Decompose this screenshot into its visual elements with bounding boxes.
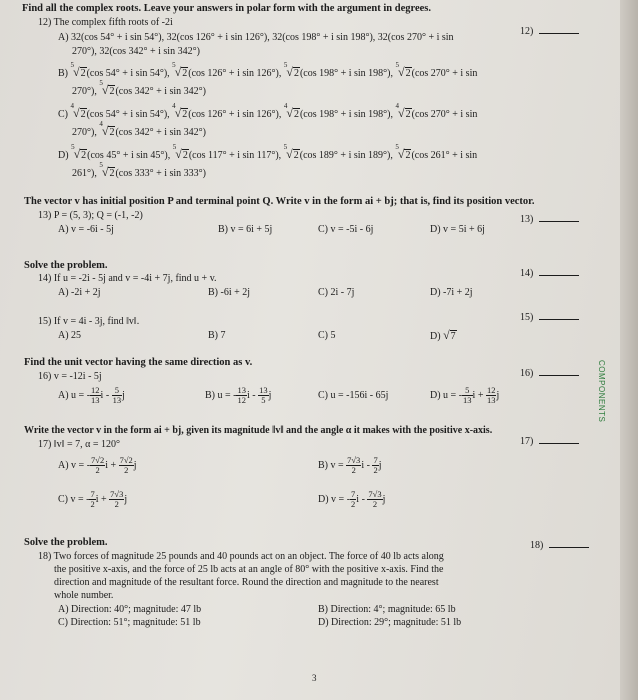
q13-option-b: B) v = 6i + 5j bbox=[218, 224, 273, 235]
radical: $^5$√2 bbox=[70, 61, 86, 79]
q16-option-b: B) u = - $\frac{13}{12}$ i - $\frac{13}{5}$ j bbox=[205, 385, 272, 405]
q13-answer-slot: 13) bbox=[520, 214, 579, 225]
q16-stem: 16) v = -12i - 5j bbox=[38, 371, 102, 382]
q13-option-d: D) v = 5i + 6j bbox=[430, 224, 485, 235]
q17-answer-slot: 17) bbox=[520, 436, 579, 447]
q18-stem-line3: direction and magnitude of the resultant force. Round the direction and magnitude to the nearest bbox=[54, 577, 439, 588]
q15-option-a: A) 25 bbox=[58, 330, 82, 341]
q13-stem: 13) P = (5, 3); Q = (-1, -2) bbox=[38, 210, 143, 221]
q12-option-d-line2: 261°), $^5$√2(cos 333° + i sin 333°) bbox=[72, 161, 207, 179]
q14-answer-slot: 14) bbox=[520, 268, 579, 279]
q15-stem: 15) If v = 4i - 3j, find ‖v‖. bbox=[38, 316, 140, 327]
q12-blank bbox=[539, 33, 579, 34]
q18-stem-line2: the positive x-axis, and the force of 25 lb acts at an angle of 80° with the positive x-axis. Find the bbox=[54, 564, 444, 575]
q12-option-d: D) $^5$√2(cos 45° + i sin 45°), $^5$√2(cos 117° + i sin 117°), $^5$√2(cos 189° + i sin 189°), $^5$√2(cos 261° + i sin bbox=[58, 143, 478, 161]
q12-answer-slot bbox=[520, 26, 579, 37]
q18-option-d: D) Direction: 29°; magnitude: 51 lb bbox=[318, 617, 462, 628]
q18-option-a: A) Direction: 40°; magnitude: 47 lb bbox=[58, 604, 202, 615]
solve-section-header-2: Solve the problem. bbox=[24, 537, 108, 548]
solve-section-header: Solve the problem. bbox=[24, 260, 108, 271]
q15-option-b: B) 7 bbox=[208, 330, 226, 341]
q12-option-b: B) $^5$√2(cos 54° + i sin 54°), $^5$√2(cos 126° + i sin 126°), $^5$√2(cos 198° + i sin 198°), $^5$√2(cos 270° + i sin bbox=[58, 61, 478, 79]
q13-option-c: C) v = -5i - 6j bbox=[318, 224, 374, 235]
q17-option-a: A) v = - $\frac{7√2}{2}$ i + $\frac{7√2}{2}$ j bbox=[58, 455, 137, 475]
q13-option-a: A) v = -6i - 5j bbox=[58, 224, 114, 235]
q12-option-c: C) $^4$√2(cos 54° + i sin 54°), $^4$√2(cos 126° + i sin 126°), $^4$√2(cos 198° + i sin 198°), $^4$√2(cos 270° + i sin bbox=[58, 102, 478, 120]
q15-option-c: C) 5 bbox=[318, 330, 336, 341]
q14-option-c: C) 2i - 7j bbox=[318, 287, 355, 298]
q17-stem: 17) ‖v‖ = 7, α = 120° bbox=[38, 439, 120, 450]
q15-option-d: D) √7 bbox=[430, 328, 456, 342]
q12-option-a-line2: 270°), 32(cos 342° + i sin 342°) bbox=[72, 46, 200, 57]
instructions-header: Find all the complex roots. Leave your answers in polar form with the argument in degrees. bbox=[22, 3, 431, 14]
q14-option-b: B) -6i + 2j bbox=[208, 287, 251, 298]
unit-vector-section-header: Find the unit vector having the same direction as v. bbox=[24, 357, 253, 368]
q14-option-a: A) -2i + 2j bbox=[58, 287, 101, 298]
q18-option-c: C) Direction: 51°; magnitude: 51 lb bbox=[58, 617, 201, 628]
q17-option-b: B) v = $\frac{7√3}{2}$ i - $\frac{7}{2}$ j bbox=[318, 455, 382, 475]
q16-option-d: D) u = - $\frac{5}{13}$ i + $\frac{12}{13}$ j bbox=[430, 385, 500, 405]
q18-stem-line4: whole number. bbox=[54, 590, 114, 601]
q12-label: 12) bbox=[520, 26, 534, 37]
q12-option-c-line2: 270°), $^4$√2(cos 342° + i sin 342°) bbox=[72, 120, 207, 138]
q12-option-a-line1: A) 32(cos 54° + i sin 54°), 32(cos 126° + i sin 126°), 32(cos 198° + i sin 198°), 32(cos 270° + i sin bbox=[58, 32, 454, 43]
magnitude-section-header: Write the vector v in the form ai + bj, given its magnitude ‖v‖ and the angle α it makes with the positive x-axis. bbox=[24, 425, 493, 436]
page-edge bbox=[620, 0, 638, 700]
q16-answer-slot: 16) bbox=[520, 368, 579, 379]
q17-option-c: C) v = - $\frac{7}{2}$ i + $\frac{7√3}{2}$ j bbox=[58, 489, 128, 509]
q12-option-b-line2: 270°), $^5$√2(cos 342° + i sin 342°) bbox=[72, 79, 207, 97]
side-tab-label: COMPONENTS bbox=[597, 360, 606, 423]
q14-stem: 14) If u = -2i - 5j and v = -4i + 7j, find u + v. bbox=[38, 273, 217, 284]
q14-option-d: D) -7i + 2j bbox=[430, 287, 473, 298]
vector-section-header: The vector v has initial position P and terminal point Q. Write v in the form ai + bj; that is, find its position vector. bbox=[24, 196, 535, 207]
q18-answer-slot: 18) bbox=[530, 540, 589, 551]
page-number: 3 bbox=[312, 673, 317, 683]
q18-option-b: B) Direction: 4°; magnitude: 65 lb bbox=[318, 604, 456, 615]
q17-option-d: D) v = - $\frac{7}{2}$ i - $\frac{7√3}{2}$ j bbox=[318, 489, 386, 509]
q12-stem: 12) The complex fifth roots of -2i bbox=[38, 17, 173, 28]
q18-stem-line1: 18) Two forces of magnitude 25 pounds and 40 pounds act on an object. The force of 40 lb acts along bbox=[38, 551, 444, 562]
q16-option-a: A) u = - $\frac{12}{13}$ i - $\frac{5}{13}$ j bbox=[58, 385, 125, 405]
q15-answer-slot: 15) bbox=[520, 312, 579, 323]
q16-option-c: C) u = -156i - 65j bbox=[318, 390, 389, 401]
